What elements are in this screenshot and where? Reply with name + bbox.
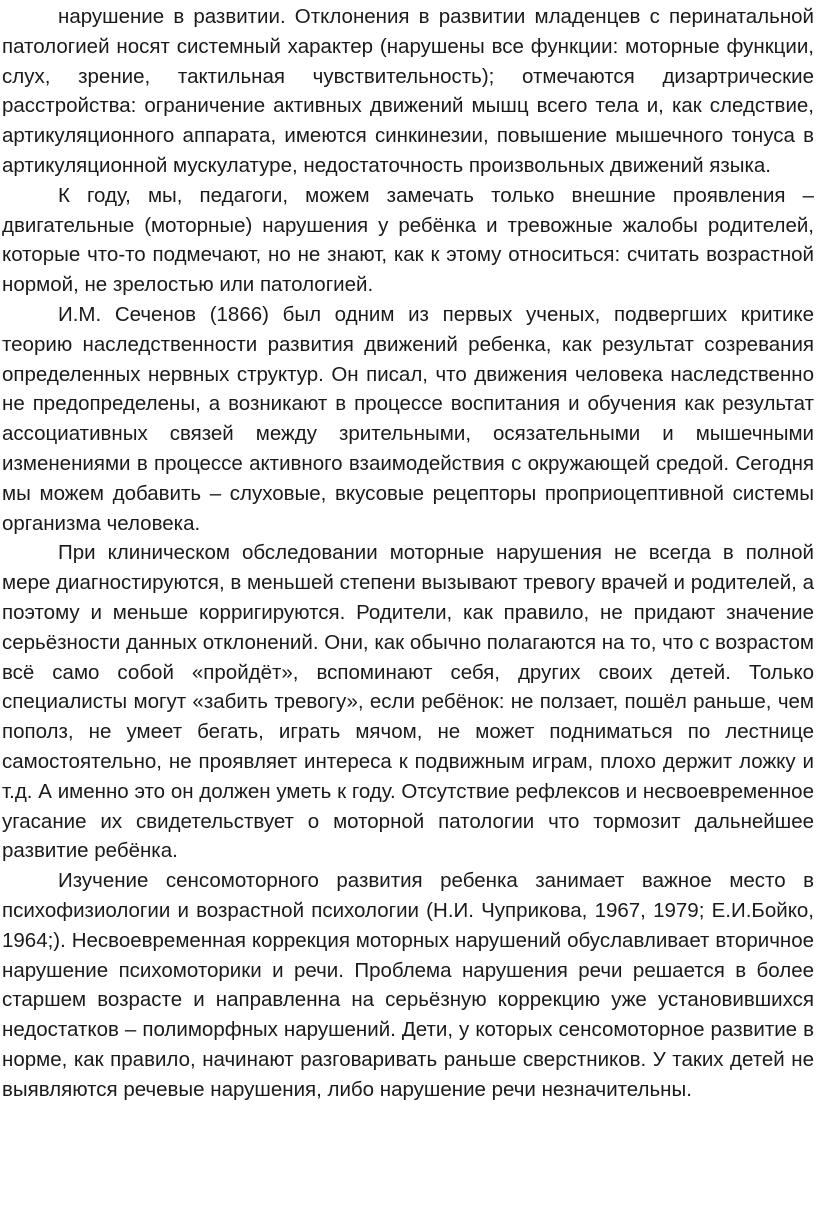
paragraph-4: При клиническом обследовании моторные нарушения не всегда в полной мере диагностируются, в меньшей степени вызывают тревогу врачей и родителей, а поэтому и меньше корригируются. Родители, как правило, не придают значение серьёзности данных отклонений. Они, как обычно полагаются на то, что с возрастом всё само собой «пройдёт», вспоминают себя, других своих детей. Только специалисты могут «забить тревогу», если ребёнок: не ползает, пошёл раньше, чем пополз, не умеет бегать, играть мячом, не может подниматься по лестнице самостоятельно, не проявляет интереса к подвижным играм, плохо держит ложку и т.д. А именно это он должен уметь к году. Отсутствие рефлексов и несвоевременное угасание их свидетельствует о моторной патологии что тормозит дальнейшее развитие ребёнка. — [2, 541, 814, 863]
paragraph-1: нарушение в развитии. Отклонения в развитии младенцев с перинатальной патологией носят системный характер (нарушены все функции: моторные функции, слух, зрение, тактильная чувствительность); отмечаются дизартрические расстройства: ограничение активных движений мышц всего тела и, как следствие, артикуляционного аппарата, имеются синкинезии, повышение мышечного тонуса в артикуляционной мускулатуре, недостаточность произвольных движений языка. — [2, 5, 814, 177]
paragraph-5: Изучение сенсомоторного развития ребенка занимает важное место в психофизиологии и возрастной психологии (Н.И. Чуприкова, 1967, 1979; Е.И.Бойко, 1964;). Несвоевременная коррекция моторных нарушений обуславливает вторичное нарушение психомоторики и речи. Проблема нарушения речи решается в более старшем возрасте и направленна на серьёзную коррекцию уже установившихся недостатков – полиморфных нарушений. Дети, у которых сенсомоторное развитие в норме, как правило, начинают разговаривать раньше сверстников. У таких детей не выявляются речевые нарушения, либо нарушение речи незначительны. — [2, 869, 814, 1101]
paragraph-2: К году, мы, педагоги, можем замечать только внешние проявления – двигательные (моторные) нарушения у ребёнка и тревожные жалобы родителей, которые что-то подмечают, но не знают, как к этому относиться: считать возрастной нормой, не зрелостью или патологией. — [2, 183, 814, 297]
paragraph-3: И.М. Сеченов (1866) был одним из первых ученых, подвергших критике теорию наследственности развития движений ребенка, как результат созревания определенных нервных структур. Он писал, что движения человека наследственно не предопределены, а возникают в процессе воспитания и обучения как результат ассоциативных связей между зрительными, осязательными и мышечными изменениями в процессе активного взаимодействия с окружающей средой. Сегодня мы можем добавить – слуховые, вкусовые рецепторы проприоцептивной системы организма человека. — [2, 302, 814, 535]
